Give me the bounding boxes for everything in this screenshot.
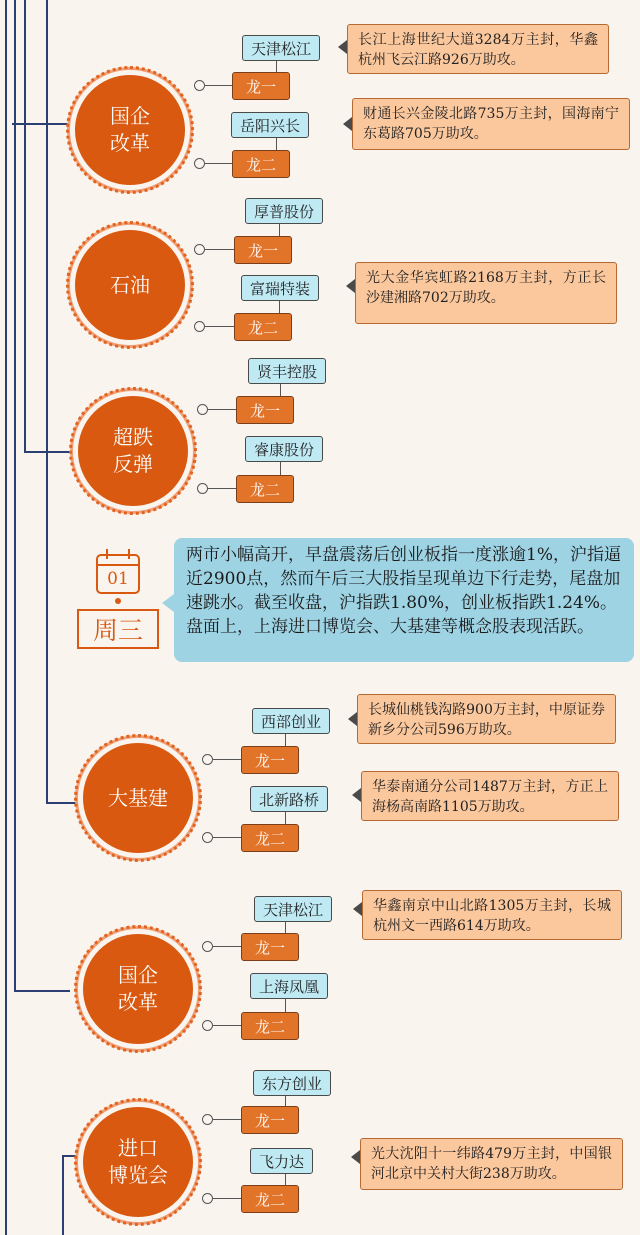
pointer-arrow xyxy=(338,40,347,54)
seat-note: 光大沈阳十一纬路479万主封，中国银河北京中关村大街238万助攻。 xyxy=(360,1138,623,1190)
pointer-arrow xyxy=(343,117,352,131)
stock-tag: 西部创业 xyxy=(252,708,330,734)
connector-line xyxy=(213,946,241,947)
seat-note: 长城仙桃钱沟路900万主封，中原证券新乡分公司596万助攻。 xyxy=(357,694,616,744)
connector-line xyxy=(285,810,286,824)
rank-badge: 龙一 xyxy=(241,1106,299,1134)
stock-tag: 飞力达 xyxy=(250,1148,313,1174)
theme-circle: 超跌 反弹 xyxy=(78,396,188,506)
connector-dot xyxy=(197,483,208,494)
connector-line xyxy=(205,163,232,164)
calendar-day: 01 xyxy=(107,569,129,589)
rank-badge: 龙一 xyxy=(232,72,290,100)
connector-line xyxy=(205,249,234,250)
pointer-arrow xyxy=(352,788,361,802)
stock-tag: 厚普股份 xyxy=(245,198,323,224)
stock-tag: 贤丰控股 xyxy=(248,358,326,384)
rank-badge: 龙二 xyxy=(232,150,290,178)
seat-note: 长江上海世纪大道3284万主封，华鑫杭州飞云江路926万助攻。 xyxy=(347,24,609,74)
connector-dot xyxy=(202,1193,213,1204)
rank-badge: 龙二 xyxy=(241,1012,299,1040)
connector-line xyxy=(285,998,286,1012)
seat-note: 华鑫南京中山北路1305万主封，长城杭州文一西路614万助攻。 xyxy=(362,890,622,940)
stock-tag: 富瑞特装 xyxy=(241,275,319,301)
connector-line xyxy=(279,222,280,236)
rank-badge: 龙二 xyxy=(234,313,292,341)
stock-tag: 睿康股份 xyxy=(245,436,323,462)
connector-dot xyxy=(202,941,213,952)
pointer-arrow xyxy=(346,279,355,293)
seat-note: 光大金华宾虹路2168万主封，方正长沙建湘路702万助攻。 xyxy=(355,262,617,324)
connector-line xyxy=(213,1119,241,1120)
timeline-branch xyxy=(12,123,70,125)
timeline-line-5 xyxy=(62,1156,64,1235)
theme-circle: 国企 改革 xyxy=(83,934,193,1044)
rank-badge: 龙二 xyxy=(236,475,294,503)
connector-dot xyxy=(202,1020,213,1031)
connector-dot xyxy=(197,404,208,415)
rank-badge: 龙二 xyxy=(241,824,299,852)
pointer-arrow xyxy=(351,1150,360,1164)
timeline-branch xyxy=(14,990,70,992)
connector-line xyxy=(280,382,281,396)
rank-badge: 龙二 xyxy=(241,1185,299,1213)
theme-circle: 进口 博览会 xyxy=(83,1107,193,1217)
connector-dot xyxy=(202,754,213,765)
rank-badge: 龙一 xyxy=(236,396,294,424)
connector-line xyxy=(280,460,281,475)
calendar-dot xyxy=(115,598,121,604)
theme-circle: 石油 xyxy=(75,230,185,340)
timeline-line-4 xyxy=(46,0,48,804)
timeline-line-1 xyxy=(5,0,7,1235)
connector-line xyxy=(205,326,234,327)
market-summary: 两市小幅高开，早盘震荡后创业板指一度涨逾1%，沪指逼近2900点，然而午后三大股指呈现单边下行走势，尾盘加速跳水。截至收盘，沪指跌1.80%，创业板指跌1.24%。盘面上，上海进口博览会、大基建等概念股表现活跃。 xyxy=(174,538,634,662)
connector-line xyxy=(205,85,232,86)
stock-tag: 上海凤凰 xyxy=(250,973,328,999)
connector-dot xyxy=(194,158,205,169)
connector-dot xyxy=(202,1114,213,1125)
connector-line xyxy=(213,759,241,760)
theme-circle: 大基建 xyxy=(83,743,193,853)
rank-badge: 龙一 xyxy=(234,236,292,264)
weekday-label: 周三 xyxy=(77,609,159,649)
connector-dot xyxy=(202,832,213,843)
seat-note: 华泰南通分公司1487万主封，方正上海杨高南路1105万助攻。 xyxy=(361,771,619,821)
stock-tag: 东方创业 xyxy=(253,1070,331,1096)
rank-badge: 龙一 xyxy=(241,746,299,774)
connector-line xyxy=(285,732,286,746)
summary-pointer xyxy=(162,594,174,612)
stock-tag: 天津松江 xyxy=(254,896,332,922)
timeline-line-3 xyxy=(24,0,26,452)
pointer-arrow xyxy=(348,712,357,726)
calendar-icon xyxy=(96,554,140,594)
connector-line xyxy=(213,1198,241,1199)
timeline-line-2 xyxy=(14,0,16,992)
stock-tag: 北新路桥 xyxy=(250,786,328,812)
connector-line xyxy=(213,837,241,838)
connector-line xyxy=(208,409,236,410)
seat-note: 财通长兴金陵北路735万主封，国海南宁东葛路705万助攻。 xyxy=(352,98,630,150)
connector-line xyxy=(208,488,236,489)
connector-dot xyxy=(194,244,205,255)
connector-dot xyxy=(194,321,205,332)
theme-circle: 国企 改革 xyxy=(75,75,185,185)
rank-badge: 龙一 xyxy=(241,933,299,961)
pointer-arrow xyxy=(353,902,362,916)
connector-dot xyxy=(194,80,205,91)
connector-line xyxy=(213,1025,241,1026)
stock-tag: 岳阳兴长 xyxy=(231,112,309,138)
stock-tag: 天津松江 xyxy=(242,35,320,61)
